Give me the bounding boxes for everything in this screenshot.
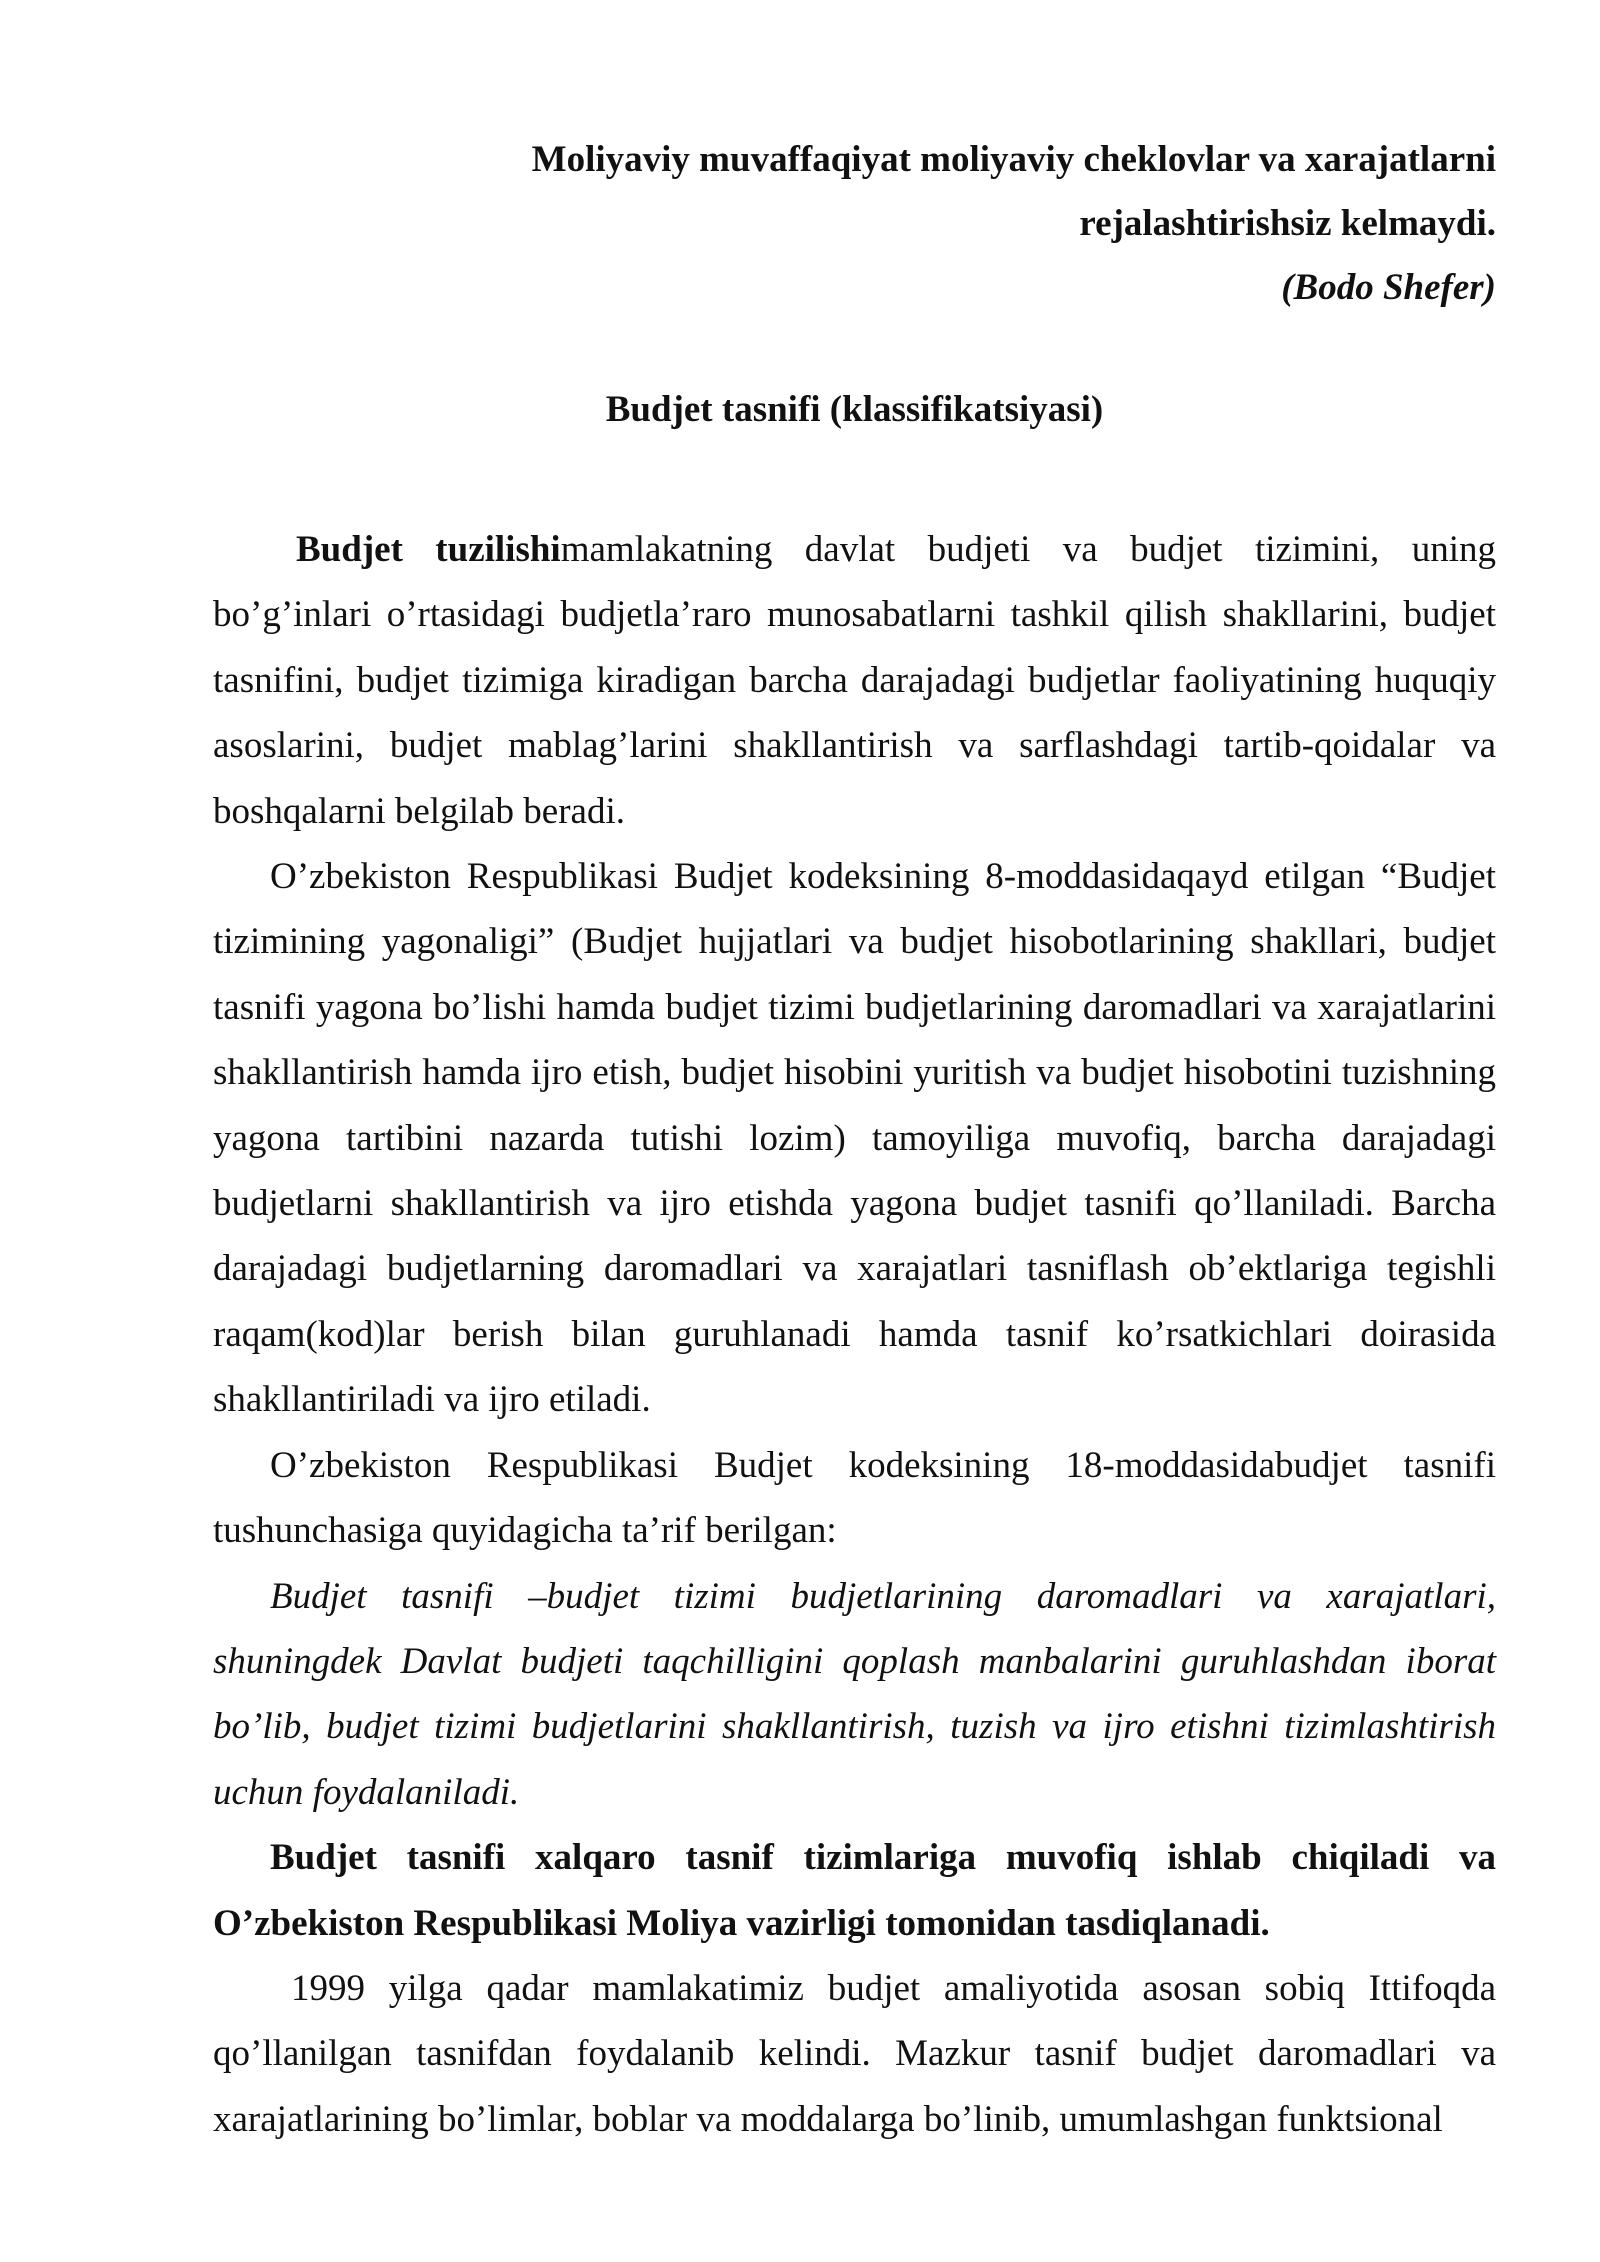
body-text bbox=[213, 517, 1496, 2152]
section-heading: Budjet tasnifi (klassifikatsiyasi) bbox=[605, 389, 1104, 430]
definition-paragraph: Budjet tasnifi –budjet tizimi budjetlarining daromadlari va xarajatlari, shuningdek Davlat budjeti taqchilligini qoplash manbalarini guruhlashdan iborat bo’lib, budjet tizimi budjetlarini shakllantirish, tuzish va ijro etishni tizimlashtirish uchun foydalaniladi. bbox=[213, 1575, 1496, 1813]
epigraph-line-1: Moliyaviy muvaffaqiyat moliyaviy cheklovlar va xarajatlarni bbox=[531, 139, 1496, 180]
epigraph bbox=[213, 128, 1496, 320]
paragraph-1-lead-term: Budjet tuzilishi bbox=[296, 529, 561, 570]
epigraph-line-2: rejalashtirishsiz kelmaydi. bbox=[1079, 203, 1496, 244]
bold-statement-paragraph: Budjet tasnifi xalqaro tasnif tizimlariga muvofiq ishlab chiqiladi va O’zbekiston Respublikasi Moliya vazirligi tomonidan tasdiqlanadi. bbox=[213, 1837, 1496, 1944]
paragraph-2: O’zbekiston Respublikasi Budjet kodeksining 8-moddasidaqayd etilgan “Budjet tizimining yagonaligi” (Budjet hujjatlari va budjet hisobotlarining shakllari, budjet tasnifi yagona bo’lishi hamda budjet tizimi budjetlarining daromadlari va xarajatlarini shakllantirish hamda ijro etish, budjet hisobini yuritish va budjet hisobotini tuzishning yagona tartibini nazarda tutishi lozim) tamoyiliga muvofiq, barcha darajadagi budjetlarni shakllantirish va ijro etishda yagona budjet tasnifi qo’llaniladi. Barcha darajadagi budjetlarning daromadlari va xarajatlari tasniflash ob’ektlariga tegishli raqam(kod)lar berish bilan guruhlanadi hamda tasnif ko’rsatkichlari doirasida shakllantiriladi va ijro etiladi. bbox=[213, 856, 1496, 1421]
epigraph-author: (Bodo Shefer) bbox=[1281, 267, 1496, 308]
document-page bbox=[213, 128, 1496, 2152]
paragraph-3: O’zbekiston Respublikasi Budjet kodeksining 18-moddasidabudjet tasnifi tushunchasiga quyidagicha ta’rif berilgan: bbox=[213, 1444, 1496, 1552]
paragraph-1-text: mamlakatning davlat budjeti va budjet tizimini, uning bo’g’inlari o’rtasidagi budjetla’raro munosabatlarni tashkil qilish shakllarini, budjet tasnifini, budjet tizimiga kiradigan barcha darajadagi budjetlar faoliyatining huquqiy asoslarini, budjet mablag’larini shakllantirish va sarflashdagi tartib-qoidalar va boshqalarni belgilab beradi. bbox=[213, 529, 1496, 832]
paragraph-6: 1999 yilga qadar mamlakatimiz budjet amaliyotida asosan sobiq Ittifoqda qo’llanilgan tasnifdan foydalanib kelindi. Mazkur tasnif budjet daromadlari va xarajatlarining bo’limlar, boblar va moddalarga bo’linib, umumlashgan funktsional bbox=[213, 1967, 1496, 2140]
paragraph-1 bbox=[213, 517, 1496, 844]
